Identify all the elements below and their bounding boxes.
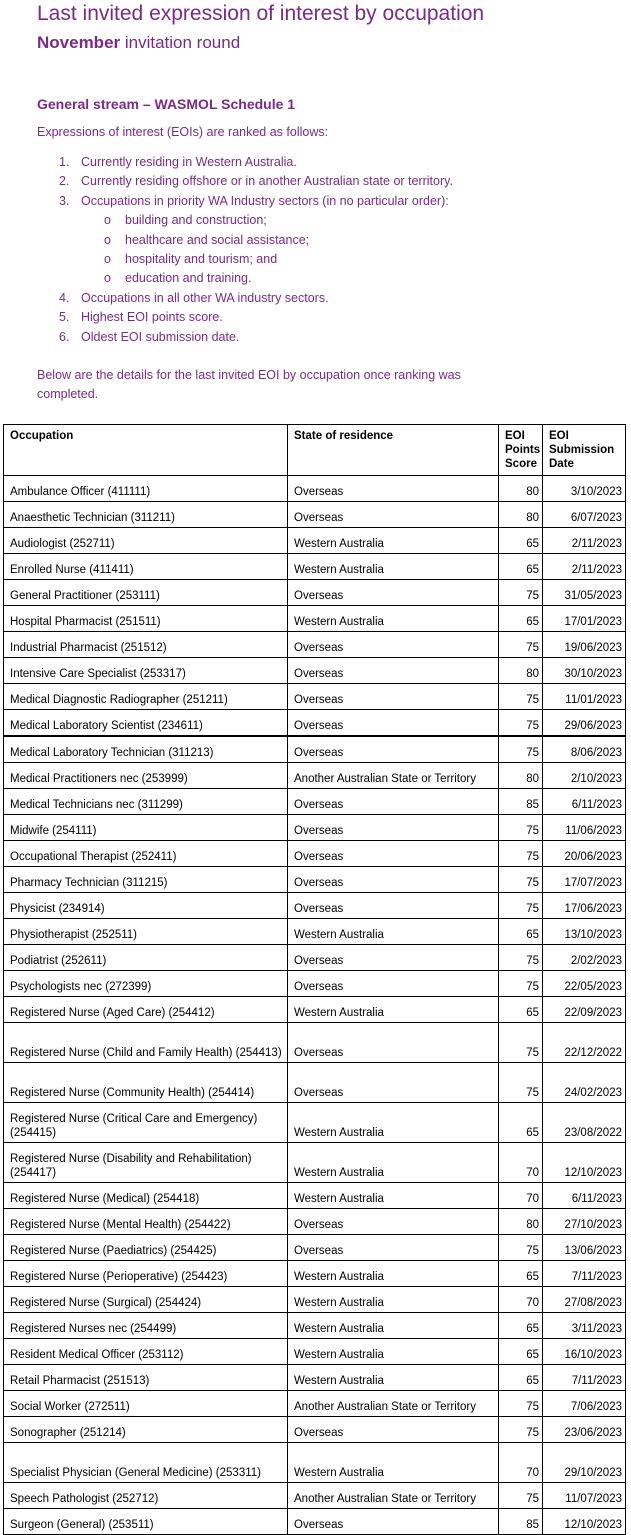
cell-date: 31/05/2023 [543,580,626,606]
cell-score: 75 [499,893,543,919]
cell-score: 75 [499,841,543,867]
cell-score: 75 [499,1417,543,1443]
header-state: State of residence [288,425,499,476]
cell-occupation: Registered Nurse (Perioperative) (254423) [4,1261,288,1287]
cell-score: 75 [499,1483,543,1509]
circle-bullet-icon: o [104,271,111,286]
table-row [4,1143,626,1183]
cell-occupation: Psychologists nec (272399) [4,971,288,997]
ranking-item: 5. Highest EOI points score. [59,310,223,325]
cell-state: Western Australia [288,1103,499,1143]
cell-date: 6/11/2023 [543,789,626,815]
table-row [4,945,626,971]
cell-state: Another Australian State or Territory [288,763,499,789]
table-row [4,710,626,737]
cell-occupation: Medical Laboratory Scientist (234611) [4,710,288,737]
table-row [4,763,626,789]
table-row [4,1209,626,1235]
cell-date: 6/11/2023 [543,1183,626,1209]
table-row [4,1417,626,1443]
cell-state: Overseas [288,476,499,502]
table-row [4,1183,626,1209]
cell-state: Overseas [288,1063,499,1103]
cell-occupation: Medical Technicians nec (311299) [4,789,288,815]
cell-score: 65 [499,1339,543,1365]
cell-date: 7/06/2023 [543,1391,626,1417]
cell-state: Overseas [288,815,499,841]
cell-score: 75 [499,736,543,763]
cell-date: 22/09/2023 [543,997,626,1023]
cell-occupation: Podiatrist (252611) [4,945,288,971]
page-title: Last invited expression of interest by occupation [37,2,485,25]
cell-score: 75 [499,580,543,606]
table-row [4,1509,626,1535]
cell-state: Western Australia [288,1339,499,1365]
cell-score: 65 [499,1365,543,1391]
cell-score: 70 [499,1443,543,1483]
cell-date: 27/10/2023 [543,1209,626,1235]
cell-occupation: Registered Nurse (Surgical) (254424) [4,1287,288,1313]
circle-bullet-icon: o [104,232,111,247]
cell-score: 65 [499,1261,543,1287]
cell-score: 80 [499,1209,543,1235]
table-row [4,1023,626,1063]
cell-score: 75 [499,1023,543,1063]
cell-date: 22/12/2022 [543,1023,626,1063]
cell-score: 75 [499,815,543,841]
cell-state: Western Australia [288,528,499,554]
cell-score: 75 [499,684,543,710]
priority-sector-list [81,211,579,289]
header-date: EOI Submission Date [543,425,626,476]
cell-occupation: Industrial Pharmacist (251512) [4,632,288,658]
cell-state: Overseas [288,1209,499,1235]
cell-state: Overseas [288,1417,499,1443]
table-header-row [4,425,626,476]
cell-score: 75 [499,710,543,737]
cell-score: 70 [499,1183,543,1209]
circle-bullet-icon: o [104,213,111,228]
table-row [4,919,626,945]
cell-date: 11/01/2023 [543,684,626,710]
round-month: November [37,33,121,52]
cell-date: 19/06/2023 [543,632,626,658]
cell-occupation: Registered Nurse (Mental Health) (254422) [4,1209,288,1235]
cell-occupation: Medical Practitioners nec (253999) [4,763,288,789]
table-row [4,606,626,632]
cell-date: 24/02/2023 [543,1063,626,1103]
cell-score: 80 [499,502,543,528]
cell-score: 65 [499,606,543,632]
cell-state: Western Australia [288,1143,499,1183]
cell-state: Western Australia [288,1365,499,1391]
table-row [4,502,626,528]
cell-date: 17/06/2023 [543,893,626,919]
cell-date: 29/06/2023 [543,710,626,737]
cell-occupation: Medical Diagnostic Radiographer (251211) [4,684,288,710]
table-row [4,893,626,919]
cell-date: 8/06/2023 [543,736,626,763]
cell-score: 85 [499,789,543,815]
ranking-item: 6. Oldest EOI submission date. [59,329,240,344]
cell-date: 27/08/2023 [543,1287,626,1313]
cell-state: Overseas [288,971,499,997]
sector-item: o healthcare and social assistance; [81,231,579,250]
table-row [4,632,626,658]
ranking-item: 3. Occupations in priority WA Industry sectors (in no particular order): o building and construction; o healthcare and social assistance; o hospitality and tourism; and o education and training. [59,192,579,289]
cell-date: 3/11/2023 [543,1313,626,1339]
cell-occupation: Registered Nurse (Disability and Rehabilitation) (254417) [4,1143,288,1183]
table-row [4,841,626,867]
cell-state: Overseas [288,658,499,684]
table-row [4,815,626,841]
cell-state: Overseas [288,632,499,658]
cell-occupation: Surgeon (General) (253511) [4,1509,288,1535]
cell-date: 23/08/2022 [543,1103,626,1143]
cell-state: Western Australia [288,919,499,945]
table-row [4,1103,626,1143]
cell-state: Overseas [288,789,499,815]
cell-date: 16/10/2023 [543,1339,626,1365]
cell-date: 2/10/2023 [543,763,626,789]
cell-score: 75 [499,632,543,658]
cell-score: 75 [499,1063,543,1103]
cell-date: 30/10/2023 [543,658,626,684]
cell-state: Overseas [288,580,499,606]
cell-occupation: Midwife (254111) [4,815,288,841]
cell-score: 80 [499,476,543,502]
table-row [4,1339,626,1365]
cell-occupation: Registered Nurse (Child and Family Health) (254413) [4,1023,288,1063]
cell-state: Overseas [288,502,499,528]
eoi-table [3,424,626,1535]
cell-score: 75 [499,1391,543,1417]
table-body [4,476,626,1535]
cell-score: 75 [499,971,543,997]
cell-date: 12/10/2023 [543,1143,626,1183]
cell-date: 17/07/2023 [543,867,626,893]
ranking-list [59,153,579,347]
stream-heading: General stream – WASMOL Schedule 1 [37,96,296,112]
cell-score: 75 [499,867,543,893]
table-row [4,1063,626,1103]
table-row [4,1235,626,1261]
cell-occupation: Hospital Pharmacist (251511) [4,606,288,632]
cell-occupation: Intensive Care Specialist (253317) [4,658,288,684]
table-row [4,684,626,710]
cell-state: Overseas [288,867,499,893]
cell-score: 65 [499,1313,543,1339]
cell-state: Overseas [288,710,499,737]
table-row [4,554,626,580]
cell-occupation: Resident Medical Officer (253112) [4,1339,288,1365]
table-row [4,1313,626,1339]
table-row [4,867,626,893]
table-row [4,997,626,1023]
cell-state: Overseas [288,736,499,763]
table-row [4,580,626,606]
cell-date: 29/10/2023 [543,1443,626,1483]
cell-occupation: Speech Pathologist (252712) [4,1483,288,1509]
cell-occupation: Pharmacy Technician (311215) [4,867,288,893]
cell-state: Overseas [288,1235,499,1261]
cell-occupation: Occupational Therapist (252411) [4,841,288,867]
cell-date: 12/10/2023 [543,1509,626,1535]
table-row [4,1365,626,1391]
cell-occupation: Ambulance Officer (411111) [4,476,288,502]
sector-item: o education and training. [81,269,579,288]
cell-score: 80 [499,658,543,684]
cell-state: Overseas [288,1023,499,1063]
cell-date: 6/07/2023 [543,502,626,528]
cell-date: 17/01/2023 [543,606,626,632]
cell-date: 11/07/2023 [543,1483,626,1509]
cell-occupation: Social Worker (272511) [4,1391,288,1417]
cell-occupation: Anaesthetic Technician (311211) [4,502,288,528]
cell-state: Overseas [288,945,499,971]
cell-state: Overseas [288,1509,499,1535]
cell-occupation: Registered Nurse (Medical) (254418) [4,1183,288,1209]
table-row [4,1261,626,1287]
table-row [4,1287,626,1313]
ranking-intro: Expressions of interest (EOIs) are ranked as follows: [37,125,329,139]
cell-occupation: Enrolled Nurse (411411) [4,554,288,580]
cell-occupation: Specialist Physician (General Medicine) (253311) [4,1443,288,1483]
cell-date: 22/05/2023 [543,971,626,997]
cell-occupation: Registered Nurse (Critical Care and Emergency) (254415) [4,1103,288,1143]
cell-date: 2/11/2023 [543,528,626,554]
cell-date: 13/06/2023 [543,1235,626,1261]
cell-state: Western Australia [288,1183,499,1209]
cell-date: 11/06/2023 [543,815,626,841]
table-row [4,736,626,763]
cell-state: Overseas [288,893,499,919]
cell-score: 70 [499,1287,543,1313]
circle-bullet-icon: o [104,252,111,267]
ranking-item: 2. Currently residing offshore or in another Australian state or territory. [59,174,453,189]
table-intro: Below are the details for the last invited EOI by occupation once ranking was completed. [37,368,461,401]
cell-occupation: Medical Laboratory Technician (311213) [4,736,288,763]
cell-occupation: Registered Nurses nec (254499) [4,1313,288,1339]
cell-date: 7/11/2023 [543,1365,626,1391]
table-row [4,971,626,997]
cell-score: 85 [499,1509,543,1535]
cell-score: 65 [499,919,543,945]
table-row [4,1443,626,1483]
table-row [4,1391,626,1417]
ranking-item: 4. Occupations in all other WA industry sectors. [59,290,329,305]
cell-state: Western Australia [288,1261,499,1287]
cell-state: Western Australia [288,1443,499,1483]
ranking-item: 1. Currently residing in Western Australia. [59,155,297,169]
cell-date: 3/10/2023 [543,476,626,502]
table-row [4,476,626,502]
cell-score: 65 [499,528,543,554]
cell-date: 23/06/2023 [543,1417,626,1443]
cell-score: 65 [499,997,543,1023]
cell-occupation: Registered Nurse (Community Health) (254414) [4,1063,288,1103]
cell-occupation: Audiologist (252711) [4,528,288,554]
cell-occupation: General Practitioner (253111) [4,580,288,606]
cell-state: Another Australian State or Territory [288,1391,499,1417]
cell-occupation: Retail Pharmacist (251513) [4,1365,288,1391]
cell-score: 80 [499,763,543,789]
cell-occupation: Registered Nurse (Aged Care) (254412) [4,997,288,1023]
cell-occupation: Sonographer (251214) [4,1417,288,1443]
table-row [4,658,626,684]
page-subtitle [37,31,240,55]
cell-date: 2/11/2023 [543,554,626,580]
cell-state: Western Australia [288,1313,499,1339]
cell-occupation: Registered Nurse (Paediatrics) (254425) [4,1235,288,1261]
cell-state: Western Australia [288,997,499,1023]
cell-score: 65 [499,554,543,580]
table-row [4,1483,626,1509]
cell-date: 2/02/2023 [543,945,626,971]
sector-item: o hospitality and tourism; and [81,250,579,269]
cell-state: Overseas [288,684,499,710]
cell-date: 20/06/2023 [543,841,626,867]
header-occupation: Occupation [4,425,288,476]
cell-date: 7/11/2023 [543,1261,626,1287]
table-row [4,789,626,815]
table-row [4,528,626,554]
cell-state: Western Australia [288,554,499,580]
cell-occupation: Physicist (234914) [4,893,288,919]
cell-score: 70 [499,1143,543,1183]
cell-date: 13/10/2023 [543,919,626,945]
cell-occupation: Physiotherapist (252511) [4,919,288,945]
cell-state: Western Australia [288,1287,499,1313]
cell-state: Another Australian State or Territory [288,1483,499,1509]
round-label: invitation round [120,33,241,52]
cell-score: 65 [499,1103,543,1143]
cell-score: 75 [499,945,543,971]
header-score: EOI Points Score [499,425,543,476]
sector-item: o building and construction; [81,211,579,230]
cell-score: 75 [499,1235,543,1261]
cell-state: Western Australia [288,606,499,632]
cell-state: Overseas [288,841,499,867]
